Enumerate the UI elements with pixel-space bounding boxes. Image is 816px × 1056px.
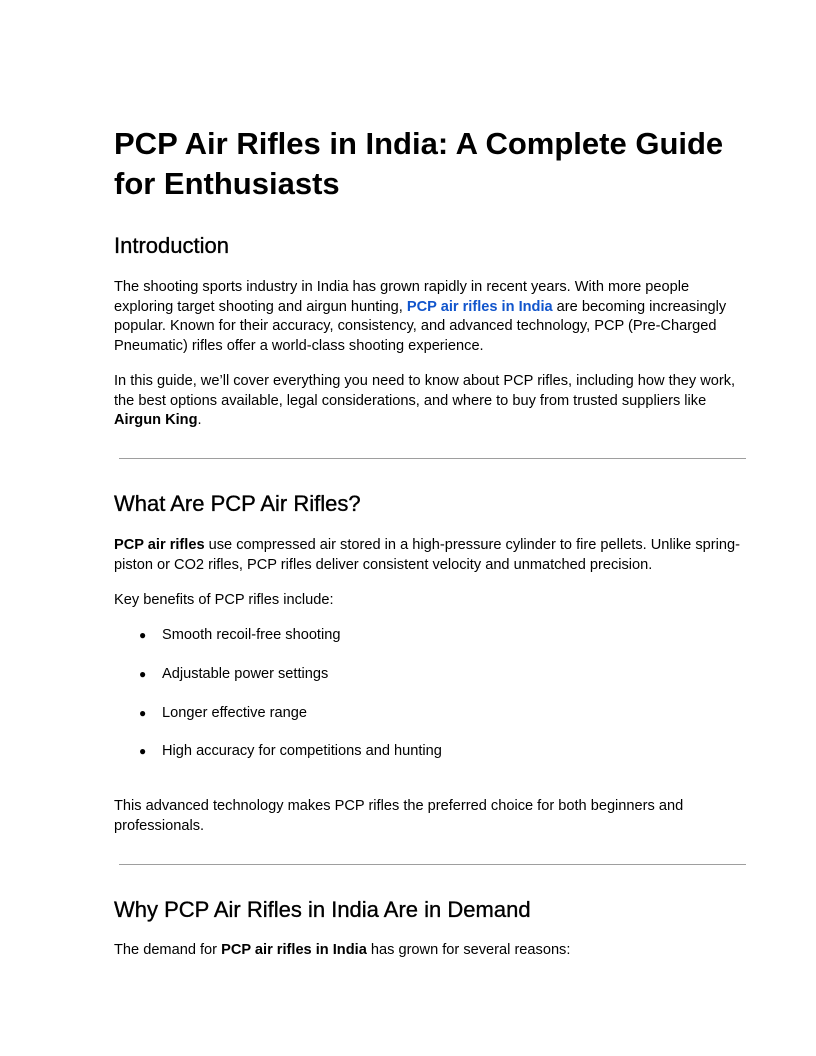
list-item <box>114 704 750 724</box>
intro-p1-text-a: The shooting sports industry in India has grown rapidly in recent years. With more people exploring target shooting and airgun hunting, <box>114 279 690 315</box>
benefit-text: Longer effective range <box>162 705 307 721</box>
list-item <box>114 626 750 646</box>
list-item <box>114 742 750 762</box>
intro-paragraph-2 <box>114 372 750 431</box>
heading-introduction: Introduction <box>114 233 229 258</box>
what-p1-text: use compressed air stored in a high-pressure cylinder to fire pellets. Unlike spring-piston or CO2 rifles, PCP rifles deliver consistent velocity and unmatched precision. <box>114 537 740 573</box>
benefits-list-3 <box>114 704 750 724</box>
heading-what-are-pcp: What Are PCP Air Rifles? <box>114 491 361 516</box>
airgun-king-bold: Airgun King <box>114 412 198 429</box>
benefits-intro: Key benefits of PCP rifles include: <box>114 592 334 608</box>
what-paragraph-1 <box>114 536 750 575</box>
bullet-icon: ● <box>139 744 147 758</box>
benefit-text: Smooth recoil-free shooting <box>162 627 341 643</box>
page-title: PCP Air Rifles in India: A Complete Guide for Enthusiasts <box>114 126 724 201</box>
why-p1-text-b: has grown for several reasons: <box>366 942 571 958</box>
pcp-air-rifles-bold: PCP air rifles <box>114 537 205 553</box>
what-closing-paragraph: This advanced technology makes PCP rifles the preferred choice for both beginners and professionals. <box>114 798 684 834</box>
why-paragraph-1 <box>114 941 750 961</box>
pcp-in-india-bold: PCP air rifles in India <box>221 942 367 958</box>
pcp-air-rifles-link[interactable]: PCP air rifles in India <box>406 298 553 315</box>
bullet-icon: ● <box>139 706 147 720</box>
intro-p2-text-a: In this guide, we’ll cover everything you need to know about PCP rifles, including how they work, the best options available, legal considerations, and where to buy from trusted suppliers like <box>114 373 736 409</box>
bullet-icon: ● <box>139 667 147 681</box>
benefit-text: Adjustable power settings <box>162 666 329 682</box>
intro-paragraph-1 <box>114 278 750 356</box>
benefits-list <box>114 626 750 646</box>
intro-p1-text-b: are becoming increasingly popular. Known for their accuracy, consistency, and advanced technology, PCP (Pre-Charged Pneumatic) rifles offer a world-class shooting experience. <box>114 298 727 354</box>
benefits-list-4 <box>114 742 750 762</box>
section-divider <box>119 458 746 459</box>
benefits-list-2 <box>114 665 750 685</box>
bullet-icon: ● <box>139 628 147 642</box>
heading-why-in-demand: Why PCP Air Rifles in India Are in Demand <box>114 897 531 922</box>
list-item <box>114 665 750 685</box>
section-divider-2 <box>119 864 746 865</box>
intro-p2-text-b: . <box>197 412 202 429</box>
benefit-text: High accuracy for competitions and hunting <box>162 743 442 759</box>
why-p1-text-a: The demand for <box>114 942 222 958</box>
